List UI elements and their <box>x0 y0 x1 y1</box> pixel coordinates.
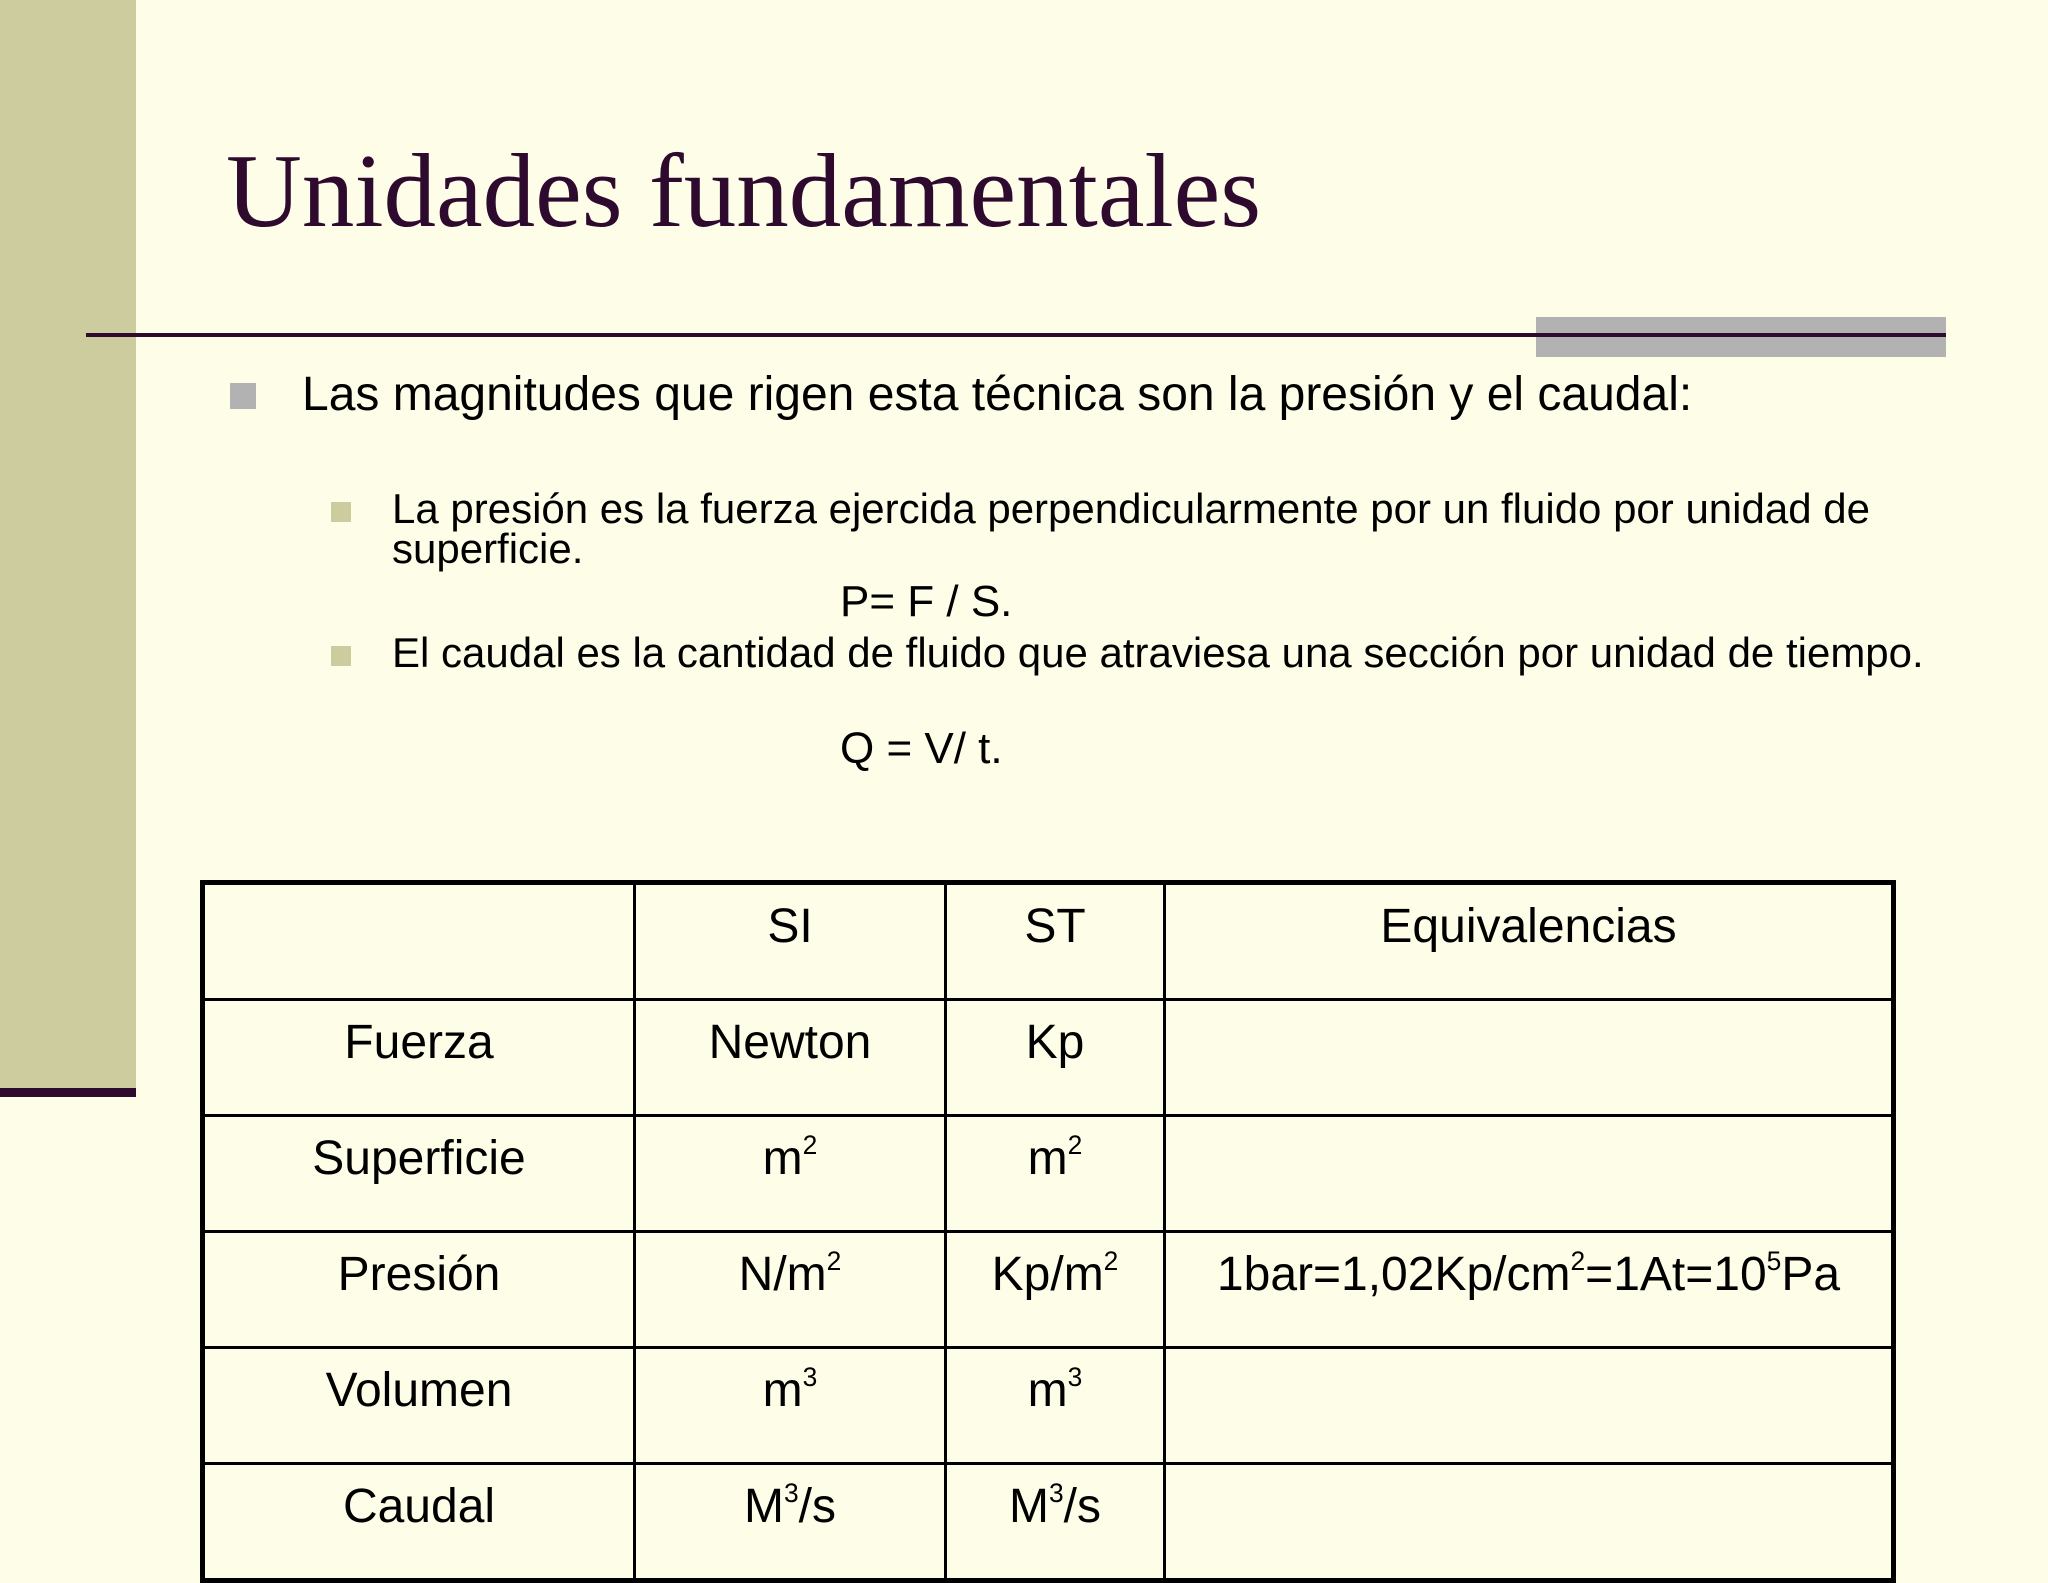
header-cell-st: ST <box>946 883 1165 1000</box>
si-unit-cell <box>635 1464 946 1581</box>
si-unit-cell <box>635 1116 946 1232</box>
si-unit-cell <box>635 1348 946 1464</box>
header-cell-equivalencias: Equivalencias <box>1165 883 1894 1000</box>
sub-bullet-icon <box>331 646 351 666</box>
table-row <box>203 1116 1894 1232</box>
slide-title: Unidades fundamentales <box>226 132 1262 249</box>
unit-exponent: 2 <box>1067 1130 1083 1161</box>
equivalence-cell <box>1165 1000 1894 1116</box>
magnitude-cell: Fuerza <box>203 1000 635 1116</box>
equiv-exponent: 2 <box>1570 1246 1586 1277</box>
equivalence-cell <box>1165 1348 1894 1464</box>
st-unit-cell <box>946 1348 1165 1464</box>
equiv-part: 1bar=1,02Kp/cm <box>1216 1248 1571 1301</box>
header-cell-si: SI <box>635 883 946 1000</box>
magnitude-cell: Caudal <box>203 1464 635 1581</box>
equivalence-cell <box>1165 1232 1894 1348</box>
formula-pressure: P= F / S. <box>840 577 1013 626</box>
equiv-part: Pa <box>1781 1248 1841 1301</box>
unit-exponent: 3 <box>783 1478 799 1509</box>
table-row <box>203 1232 1894 1348</box>
unit-exponent: 3 <box>1067 1362 1083 1393</box>
unit-tail: /s <box>1063 1480 1101 1533</box>
title-rule-accent-line <box>1536 333 1946 337</box>
st-unit-cell <box>946 1232 1165 1348</box>
st-unit-cell <box>946 1464 1165 1581</box>
unit-exponent: 3 <box>1048 1478 1064 1509</box>
unit-base: M <box>1008 1480 1049 1533</box>
equivalence-cell <box>1165 1464 1894 1581</box>
si-unit-cell <box>635 1000 946 1116</box>
unit-base: Kp/m <box>991 1248 1104 1301</box>
table-row <box>203 1348 1894 1464</box>
unit-base: m <box>762 1132 803 1185</box>
equivalence-cell <box>1165 1116 1894 1232</box>
unit-base: m <box>1027 1132 1068 1185</box>
sub-bullet-icon <box>331 502 351 522</box>
magnitude-cell: Superficie <box>203 1116 635 1232</box>
main-bullet-text: Las magnitudes que rigen esta técnica son la presión y el caudal: <box>302 368 1693 421</box>
st-unit-cell <box>946 1000 1165 1116</box>
unit-exponent: 3 <box>802 1362 818 1393</box>
unit-base: m <box>762 1364 803 1417</box>
square-bullet-icon <box>230 383 256 409</box>
unit-exponent: 2 <box>1103 1246 1119 1277</box>
sub-bullet-text-pressure: La presión es la fuerza ejercida perpendicularmente por un fluido por unidad de superficie. <box>392 485 1870 572</box>
equiv-exponent: 5 <box>1766 1246 1782 1277</box>
unit-base: N/m <box>738 1248 827 1301</box>
unit-base: Kp <box>1025 1016 1085 1069</box>
title-rule-accent <box>1536 317 1946 357</box>
table-row <box>203 1000 1894 1116</box>
sub-bullet-text-flow: El caudal es la cantidad de fluido que atraviesa una sección por unidad de tiempo. <box>392 629 1924 676</box>
unit-tail: /s <box>798 1480 836 1533</box>
unit-base: m <box>1027 1364 1068 1417</box>
unit-exponent: 2 <box>802 1130 818 1161</box>
st-unit-cell <box>946 1116 1165 1232</box>
unit-exponent: 2 <box>826 1246 842 1277</box>
si-unit-cell <box>635 1232 946 1348</box>
left-decor-underline <box>0 1088 136 1097</box>
unit-base: Newton <box>708 1016 872 1069</box>
units-table <box>200 880 1896 1583</box>
unit-base: M <box>743 1480 784 1533</box>
magnitude-cell: Presión <box>203 1232 635 1348</box>
table-header-row <box>203 883 1894 1000</box>
formula-flow: Q = V/ t. <box>840 724 1003 773</box>
equiv-part: =1At=10 <box>1585 1248 1767 1301</box>
header-cell-empty <box>203 883 635 1000</box>
magnitude-cell: Volumen <box>203 1348 635 1464</box>
table-row <box>203 1464 1894 1581</box>
left-decor-bar <box>0 0 136 1088</box>
